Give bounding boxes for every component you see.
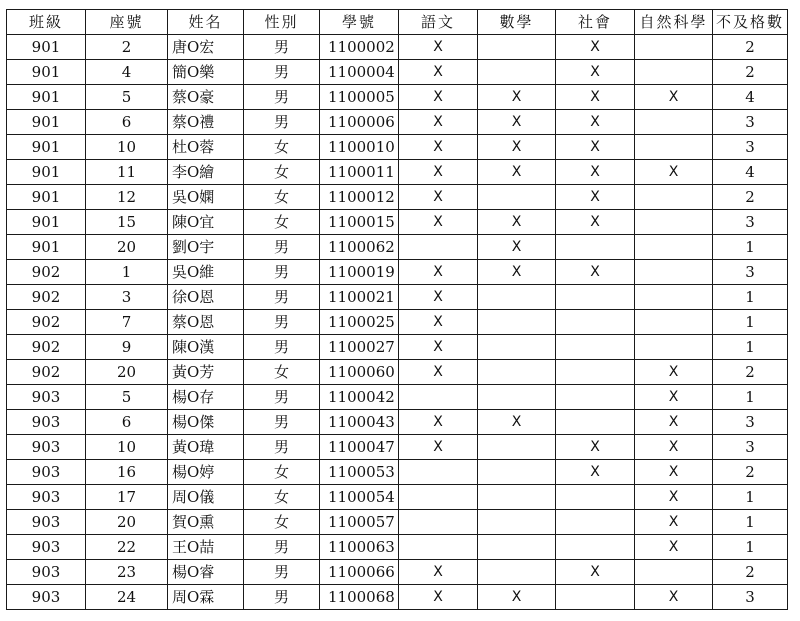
gender-cell: 女 (244, 185, 320, 210)
math-mark-cell (478, 35, 556, 60)
seat-cell: 24 (86, 585, 168, 610)
class-cell: 901 (7, 35, 86, 60)
grade-sheet (6, 9, 788, 610)
social-mark-cell: X (556, 210, 635, 235)
class-cell: 901 (7, 60, 86, 85)
class-cell: 901 (7, 110, 86, 135)
seat-cell: 20 (86, 510, 168, 535)
student-id-cell: 1100066 (320, 560, 399, 585)
name-cell: 吳O維 (168, 260, 244, 285)
chinese-mark-cell: X (399, 85, 478, 110)
class-cell: 901 (7, 135, 86, 160)
science-mark-cell: X (635, 460, 713, 485)
class-cell: 901 (7, 85, 86, 110)
student-id-cell: 1100021 (320, 285, 399, 310)
name-cell: 蔡O豪 (168, 85, 244, 110)
math-mark-cell: X (478, 160, 556, 185)
name-cell: 黃O瑋 (168, 435, 244, 460)
student-id-cell: 1100006 (320, 110, 399, 135)
name-cell: 陳O宜 (168, 210, 244, 235)
gender-cell: 女 (244, 510, 320, 535)
table-row (7, 535, 788, 560)
math-mark-cell (478, 535, 556, 560)
social-mark-cell: X (556, 560, 635, 585)
class-cell: 903 (7, 410, 86, 435)
name-cell: 徐O恩 (168, 285, 244, 310)
math-mark-cell (478, 310, 556, 335)
gender-cell: 男 (244, 110, 320, 135)
seat-cell: 20 (86, 360, 168, 385)
seat-cell: 10 (86, 135, 168, 160)
class-cell: 901 (7, 160, 86, 185)
name-cell: 李O繪 (168, 160, 244, 185)
math-mark-cell (478, 460, 556, 485)
fail-count-cell: 3 (713, 135, 788, 160)
gender-cell: 男 (244, 260, 320, 285)
table-row (7, 560, 788, 585)
fail-count-cell: 2 (713, 560, 788, 585)
header-seat: 座號 (86, 10, 168, 35)
science-mark-cell: X (635, 485, 713, 510)
table-row (7, 185, 788, 210)
gender-cell: 男 (244, 60, 320, 85)
social-mark-cell: X (556, 460, 635, 485)
gender-cell: 男 (244, 285, 320, 310)
math-mark-cell (478, 185, 556, 210)
student-id-cell: 1100057 (320, 510, 399, 535)
chinese-mark-cell (399, 235, 478, 260)
chinese-mark-cell (399, 460, 478, 485)
table-row (7, 485, 788, 510)
seat-cell: 3 (86, 285, 168, 310)
class-cell: 903 (7, 485, 86, 510)
class-cell: 903 (7, 535, 86, 560)
name-cell: 賀O熏 (168, 510, 244, 535)
science-mark-cell (635, 110, 713, 135)
name-cell: 唐O宏 (168, 35, 244, 60)
social-mark-cell (556, 385, 635, 410)
table-row (7, 35, 788, 60)
gender-cell: 男 (244, 385, 320, 410)
science-mark-cell (635, 60, 713, 85)
header-class: 班級 (7, 10, 86, 35)
social-mark-cell: X (556, 35, 635, 60)
chinese-mark-cell: X (399, 135, 478, 160)
table-header (7, 10, 788, 35)
gender-cell: 男 (244, 585, 320, 610)
gender-cell: 女 (244, 460, 320, 485)
fail-count-cell: 4 (713, 160, 788, 185)
gender-cell: 男 (244, 310, 320, 335)
math-mark-cell (478, 385, 556, 410)
table-row (7, 435, 788, 460)
science-mark-cell: X (635, 535, 713, 560)
class-cell: 903 (7, 560, 86, 585)
class-cell: 901 (7, 235, 86, 260)
math-mark-cell (478, 335, 556, 360)
fail-count-cell: 3 (713, 585, 788, 610)
header-gender: 性別 (244, 10, 320, 35)
gender-cell: 男 (244, 235, 320, 260)
science-mark-cell (635, 135, 713, 160)
science-mark-cell (635, 310, 713, 335)
social-mark-cell (556, 535, 635, 560)
science-mark-cell: X (635, 360, 713, 385)
chinese-mark-cell: X (399, 435, 478, 460)
math-mark-cell: X (478, 85, 556, 110)
gender-cell: 女 (244, 135, 320, 160)
gender-cell: 男 (244, 535, 320, 560)
failing-subjects-table (6, 9, 788, 610)
seat-cell: 22 (86, 535, 168, 560)
class-cell: 902 (7, 285, 86, 310)
fail-count-cell: 1 (713, 235, 788, 260)
name-cell: 陳O漢 (168, 335, 244, 360)
fail-count-cell: 2 (713, 360, 788, 385)
table-row (7, 235, 788, 260)
header-math: 數學 (478, 10, 556, 35)
math-mark-cell: X (478, 235, 556, 260)
gender-cell: 男 (244, 410, 320, 435)
student-id-cell: 1100053 (320, 460, 399, 485)
social-mark-cell (556, 285, 635, 310)
chinese-mark-cell: X (399, 285, 478, 310)
seat-cell: 1 (86, 260, 168, 285)
student-id-cell: 1100062 (320, 235, 399, 260)
class-cell: 902 (7, 310, 86, 335)
seat-cell: 17 (86, 485, 168, 510)
science-mark-cell (635, 185, 713, 210)
math-mark-cell (478, 285, 556, 310)
science-mark-cell (635, 285, 713, 310)
gender-cell: 女 (244, 160, 320, 185)
seat-cell: 5 (86, 385, 168, 410)
name-cell: 王O喆 (168, 535, 244, 560)
fail-count-cell: 1 (713, 285, 788, 310)
gender-cell: 女 (244, 360, 320, 385)
class-cell: 903 (7, 585, 86, 610)
science-mark-cell (635, 35, 713, 60)
gender-cell: 男 (244, 35, 320, 60)
class-cell: 902 (7, 360, 86, 385)
gender-cell: 女 (244, 485, 320, 510)
chinese-mark-cell: X (399, 210, 478, 235)
header-social: 社會 (556, 10, 635, 35)
fail-count-cell: 1 (713, 335, 788, 360)
math-mark-cell (478, 60, 556, 85)
class-cell: 903 (7, 460, 86, 485)
student-id-cell: 1100063 (320, 535, 399, 560)
social-mark-cell (556, 485, 635, 510)
student-id-cell: 1100043 (320, 410, 399, 435)
table-row (7, 510, 788, 535)
social-mark-cell: X (556, 85, 635, 110)
chinese-mark-cell: X (399, 335, 478, 360)
chinese-mark-cell: X (399, 160, 478, 185)
name-cell: 蔡O禮 (168, 110, 244, 135)
header-chinese: 語文 (399, 10, 478, 35)
science-mark-cell: X (635, 410, 713, 435)
name-cell: 蔡O恩 (168, 310, 244, 335)
table-row (7, 110, 788, 135)
student-id-cell: 1100005 (320, 85, 399, 110)
seat-cell: 16 (86, 460, 168, 485)
chinese-mark-cell: X (399, 35, 478, 60)
math-mark-cell (478, 560, 556, 585)
science-mark-cell (635, 560, 713, 585)
fail-count-cell: 1 (713, 385, 788, 410)
math-mark-cell: X (478, 585, 556, 610)
seat-cell: 2 (86, 35, 168, 60)
student-id-cell: 1100054 (320, 485, 399, 510)
seat-cell: 23 (86, 560, 168, 585)
math-mark-cell: X (478, 210, 556, 235)
table-row (7, 260, 788, 285)
name-cell: 楊O婷 (168, 460, 244, 485)
class-cell: 901 (7, 210, 86, 235)
science-mark-cell: X (635, 435, 713, 460)
social-mark-cell: X (556, 260, 635, 285)
student-id-cell: 1100004 (320, 60, 399, 85)
seat-cell: 6 (86, 410, 168, 435)
student-id-cell: 1100047 (320, 435, 399, 460)
student-id-cell: 1100010 (320, 135, 399, 160)
social-mark-cell (556, 235, 635, 260)
table-row (7, 210, 788, 235)
social-mark-cell (556, 410, 635, 435)
math-mark-cell: X (478, 135, 556, 160)
header-student-id: 學號 (320, 10, 399, 35)
table-row (7, 335, 788, 360)
math-mark-cell (478, 485, 556, 510)
gender-cell: 男 (244, 435, 320, 460)
science-mark-cell (635, 210, 713, 235)
chinese-mark-cell: X (399, 585, 478, 610)
student-id-cell: 1100025 (320, 310, 399, 335)
student-id-cell: 1100060 (320, 360, 399, 385)
fail-count-cell: 2 (713, 185, 788, 210)
fail-count-cell: 2 (713, 460, 788, 485)
seat-cell: 15 (86, 210, 168, 235)
social-mark-cell: X (556, 435, 635, 460)
class-cell: 901 (7, 185, 86, 210)
name-cell: 楊O存 (168, 385, 244, 410)
chinese-mark-cell (399, 485, 478, 510)
table-row (7, 60, 788, 85)
fail-count-cell: 1 (713, 510, 788, 535)
name-cell: 杜O蓉 (168, 135, 244, 160)
social-mark-cell (556, 585, 635, 610)
gender-cell: 男 (244, 335, 320, 360)
fail-count-cell: 3 (713, 260, 788, 285)
chinese-mark-cell: X (399, 360, 478, 385)
header-fail-count: 不及格數 (713, 10, 788, 35)
chinese-mark-cell: X (399, 110, 478, 135)
seat-cell: 11 (86, 160, 168, 185)
seat-cell: 12 (86, 185, 168, 210)
chinese-mark-cell (399, 510, 478, 535)
chinese-mark-cell: X (399, 410, 478, 435)
math-mark-cell (478, 510, 556, 535)
student-id-cell: 1100012 (320, 185, 399, 210)
chinese-mark-cell: X (399, 310, 478, 335)
fail-count-cell: 1 (713, 535, 788, 560)
fail-count-cell: 3 (713, 435, 788, 460)
name-cell: 吳O嫻 (168, 185, 244, 210)
fail-count-cell: 2 (713, 35, 788, 60)
class-cell: 903 (7, 510, 86, 535)
student-id-cell: 1100027 (320, 335, 399, 360)
seat-cell: 10 (86, 435, 168, 460)
chinese-mark-cell: X (399, 560, 478, 585)
social-mark-cell (556, 510, 635, 535)
social-mark-cell: X (556, 135, 635, 160)
gender-cell: 女 (244, 210, 320, 235)
social-mark-cell (556, 335, 635, 360)
student-id-cell: 1100002 (320, 35, 399, 60)
social-mark-cell: X (556, 160, 635, 185)
gender-cell: 男 (244, 85, 320, 110)
science-mark-cell: X (635, 510, 713, 535)
header-name: 姓名 (168, 10, 244, 35)
name-cell: 周O儀 (168, 485, 244, 510)
fail-count-cell: 1 (713, 310, 788, 335)
name-cell: 周O霖 (168, 585, 244, 610)
name-cell: 劉O宇 (168, 235, 244, 260)
class-cell: 902 (7, 260, 86, 285)
gender-cell: 男 (244, 560, 320, 585)
student-id-cell: 1100042 (320, 385, 399, 410)
chinese-mark-cell (399, 535, 478, 560)
fail-count-cell: 3 (713, 210, 788, 235)
name-cell: 楊O傑 (168, 410, 244, 435)
header-row (7, 10, 788, 35)
seat-cell: 7 (86, 310, 168, 335)
student-id-cell: 1100015 (320, 210, 399, 235)
fail-count-cell: 4 (713, 85, 788, 110)
table-row (7, 585, 788, 610)
name-cell: 楊O睿 (168, 560, 244, 585)
seat-cell: 9 (86, 335, 168, 360)
science-mark-cell (635, 235, 713, 260)
table-row (7, 360, 788, 385)
social-mark-cell: X (556, 110, 635, 135)
seat-cell: 4 (86, 60, 168, 85)
table-row (7, 285, 788, 310)
math-mark-cell: X (478, 260, 556, 285)
student-id-cell: 1100019 (320, 260, 399, 285)
seat-cell: 20 (86, 235, 168, 260)
table-row (7, 85, 788, 110)
table-row (7, 310, 788, 335)
science-mark-cell (635, 335, 713, 360)
social-mark-cell: X (556, 185, 635, 210)
science-mark-cell: X (635, 585, 713, 610)
chinese-mark-cell: X (399, 260, 478, 285)
social-mark-cell: X (556, 60, 635, 85)
fail-count-cell: 3 (713, 410, 788, 435)
chinese-mark-cell: X (399, 185, 478, 210)
social-mark-cell (556, 360, 635, 385)
header-science: 自然科學 (635, 10, 713, 35)
science-mark-cell: X (635, 160, 713, 185)
math-mark-cell: X (478, 110, 556, 135)
table-body (7, 35, 788, 610)
name-cell: 簡O樂 (168, 60, 244, 85)
table-row (7, 410, 788, 435)
class-cell: 903 (7, 385, 86, 410)
chinese-mark-cell (399, 385, 478, 410)
chinese-mark-cell: X (399, 60, 478, 85)
social-mark-cell (556, 310, 635, 335)
student-id-cell: 1100068 (320, 585, 399, 610)
math-mark-cell (478, 435, 556, 460)
table-row (7, 135, 788, 160)
fail-count-cell: 3 (713, 110, 788, 135)
science-mark-cell: X (635, 85, 713, 110)
fail-count-cell: 1 (713, 485, 788, 510)
table-row (7, 460, 788, 485)
class-cell: 903 (7, 435, 86, 460)
math-mark-cell (478, 360, 556, 385)
seat-cell: 5 (86, 85, 168, 110)
table-row (7, 385, 788, 410)
seat-cell: 6 (86, 110, 168, 135)
math-mark-cell: X (478, 410, 556, 435)
science-mark-cell: X (635, 385, 713, 410)
name-cell: 黃O芳 (168, 360, 244, 385)
science-mark-cell (635, 260, 713, 285)
table-row (7, 160, 788, 185)
class-cell: 902 (7, 335, 86, 360)
student-id-cell: 1100011 (320, 160, 399, 185)
fail-count-cell: 2 (713, 60, 788, 85)
